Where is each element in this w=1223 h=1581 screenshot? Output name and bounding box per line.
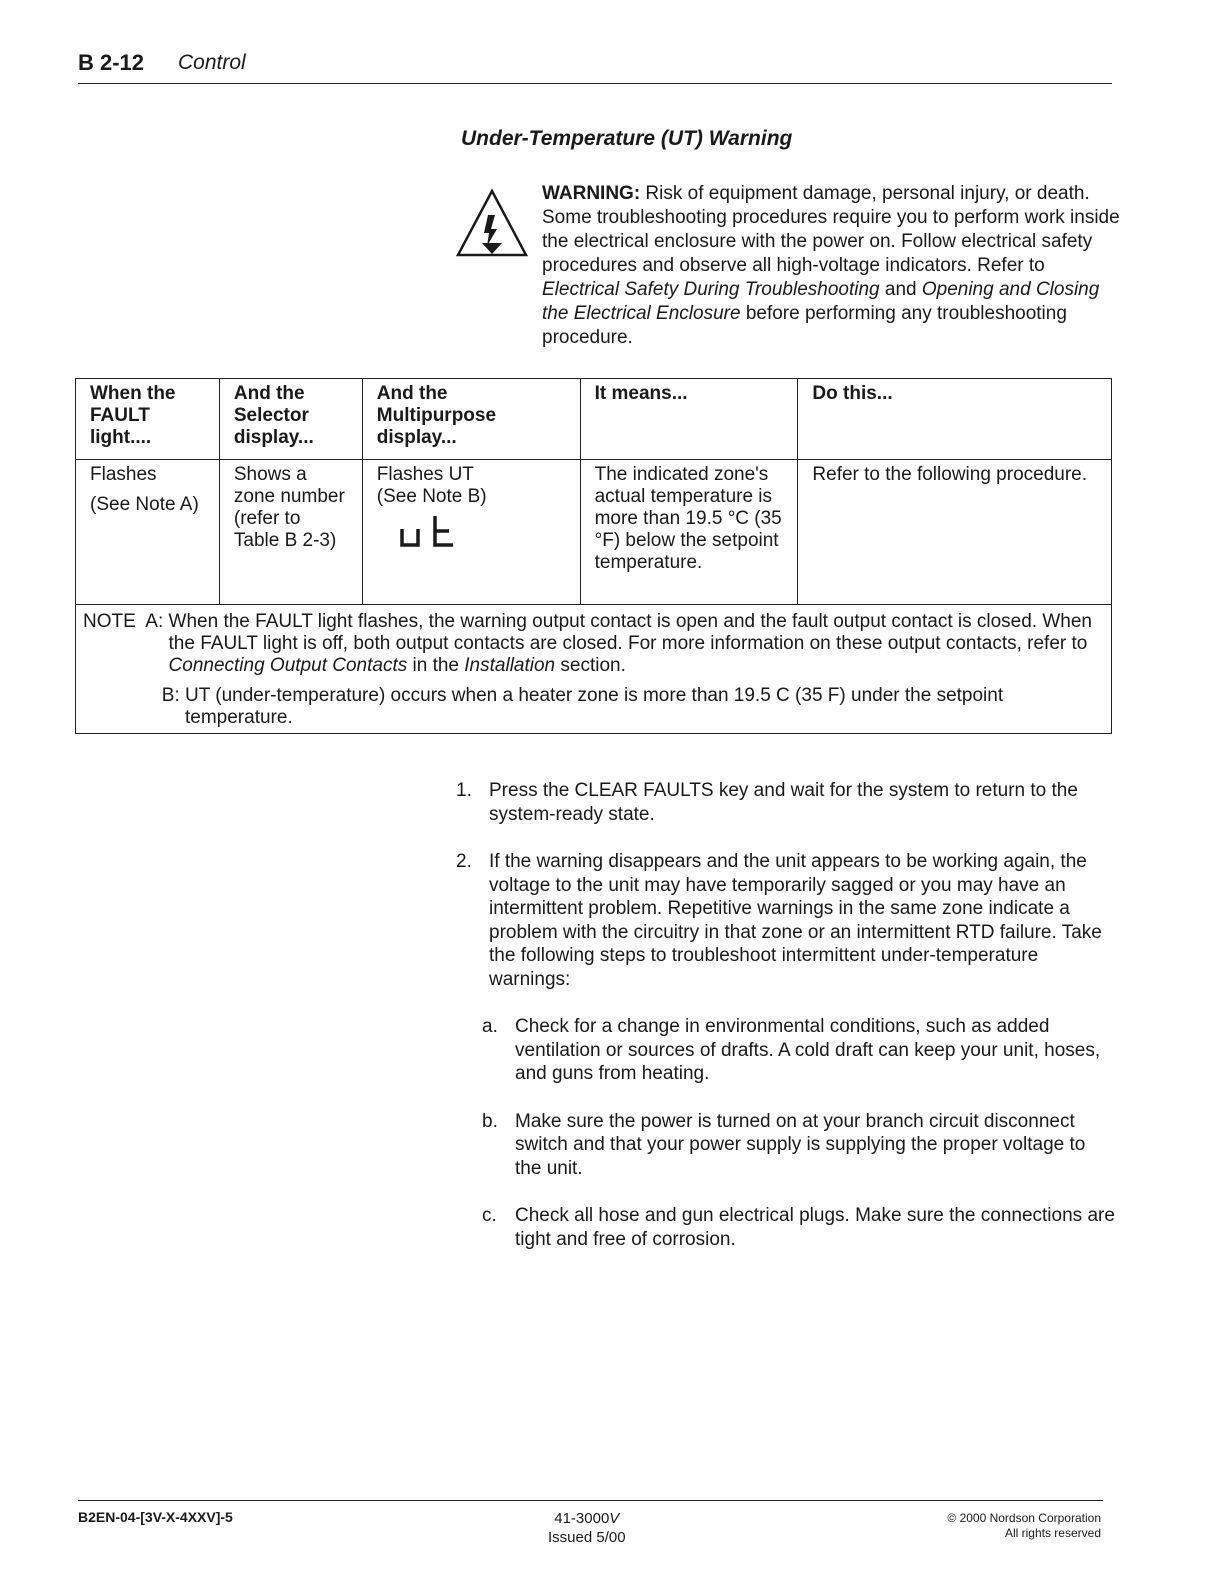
warning-text <box>542 182 1122 350</box>
cell-fault-light: Flashes (See Note A) <box>76 460 220 605</box>
step-text: If the warning disappears and the unit appears to be working again, the voltage to the unit may have temporarily sagged or you may have an intermittent problem. Repetitive warnings in the same zone indicate a problem with the circuitry in that zone or an intermittent RTD failure. Take the following steps to troubleshoot intermittent under-temperature warnings: <box>489 851 1102 990</box>
note-b-label: B: <box>161 685 185 706</box>
footer-divider <box>78 1500 1103 1501</box>
header-divider <box>78 83 1112 84</box>
warning-text-1: Risk of equipment damage, personal injury, or death. Some troubleshooting procedures require you to perform work inside the electrical enclosure with the power on. Follow electrical safety procedures and observe all high-voltage indicators. Refer to <box>542 183 1120 276</box>
cell-it-means: The indicated zone's actual temperature is more than 19.5 °C (35 °F) below the setpoint temperature. <box>580 460 798 605</box>
step-number: 1. <box>456 780 472 801</box>
note-a-label: NOTE A: <box>83 611 169 632</box>
note-a <box>83 611 1103 677</box>
substep-letter: b. <box>482 1110 498 1132</box>
col-header-fault-light: When the FAULT light.... <box>76 379 220 460</box>
footer-copyright: © 2000 Nordson Corporation All rights reserved <box>947 1511 1101 1540</box>
electrical-hazard-warning-icon <box>455 188 529 258</box>
note-b <box>83 685 1103 729</box>
substep-letter: c. <box>482 1205 497 1226</box>
col-header-selector-display: And the Selector display... <box>219 379 362 460</box>
list-item <box>456 850 1116 991</box>
footer-doc-code: B2EN-04-[3V-X-4XXV]-5 <box>78 1509 233 1525</box>
ut-segment-display-icon <box>397 514 457 548</box>
warning-text-3: before performing any troubleshooting procedure. <box>542 303 1067 348</box>
section-heading: Under-Temperature (UT) Warning <box>461 127 793 150</box>
col-header-do-this: Do this... <box>798 379 1112 460</box>
list-item <box>482 1015 1116 1086</box>
col-header-it-means: It means... <box>580 379 798 460</box>
col-header-multipurpose-display: And the Multipurpose display... <box>362 379 580 460</box>
warning-text-2: and <box>879 279 922 300</box>
table-header-row <box>76 379 1112 460</box>
procedure-steps <box>456 779 1116 1275</box>
substep-letter: a. <box>482 1016 498 1037</box>
table-notes <box>76 605 1112 734</box>
fault-table <box>75 378 1112 734</box>
warning-ref-electrical-safety: Electrical Safety During Troubleshooting <box>542 279 880 300</box>
note-b-text: UT (under-temperature) occurs when a heater zone is more than 19.5 C (35 F) under the setpoint temperature. <box>185 685 1004 728</box>
chapter-title: Control <box>178 51 246 74</box>
step-number: 2. <box>456 851 472 872</box>
table-row <box>76 460 1112 605</box>
list-item <box>456 779 1116 826</box>
cell-do-this: Refer to the following procedure. <box>798 460 1112 605</box>
cell-multipurpose-display: Flashes UT (See Note B) <box>362 460 580 605</box>
substep-text: Check all hose and gun electrical plugs. Make sure the connections are tight and free of corrosion. <box>515 1205 1115 1250</box>
list-item <box>482 1110 1116 1181</box>
warning-label: WARNING: <box>542 183 641 204</box>
cell-selector-display: Shows a zone number (refer to Table B 2-3) <box>219 460 362 605</box>
page-number: B 2-12 <box>78 50 145 75</box>
step-text: Press the CLEAR FAULTS key and wait for the system to return to the system-ready state. <box>489 780 1078 825</box>
footer-part-number: 41-3000V Issued 5/00 <box>548 1510 626 1546</box>
warning-ref-enclosure: Opening and Closing the Electrical Enclosure <box>542 279 1100 324</box>
list-item <box>482 1204 1116 1251</box>
note-a-text: When the FAULT light flashes, the warning output contact is open and the fault output contact is closed. When the FAULT light is off, both output contacts are closed. For more information on these output contacts, refer to Connecting Output Contacts in the Installation section. <box>168 611 1092 676</box>
substep-text: Check for a change in environmental conditions, such as added ventilation or sources of drafts. A cold draft can keep your unit, hoses, and guns from heating. <box>515 1016 1101 1084</box>
table-notes-row <box>76 605 1112 734</box>
substep-text: Make sure the power is turned on at your branch circuit disconnect switch and that your power supply is supplying the proper voltage to the unit. <box>515 1110 1086 1179</box>
